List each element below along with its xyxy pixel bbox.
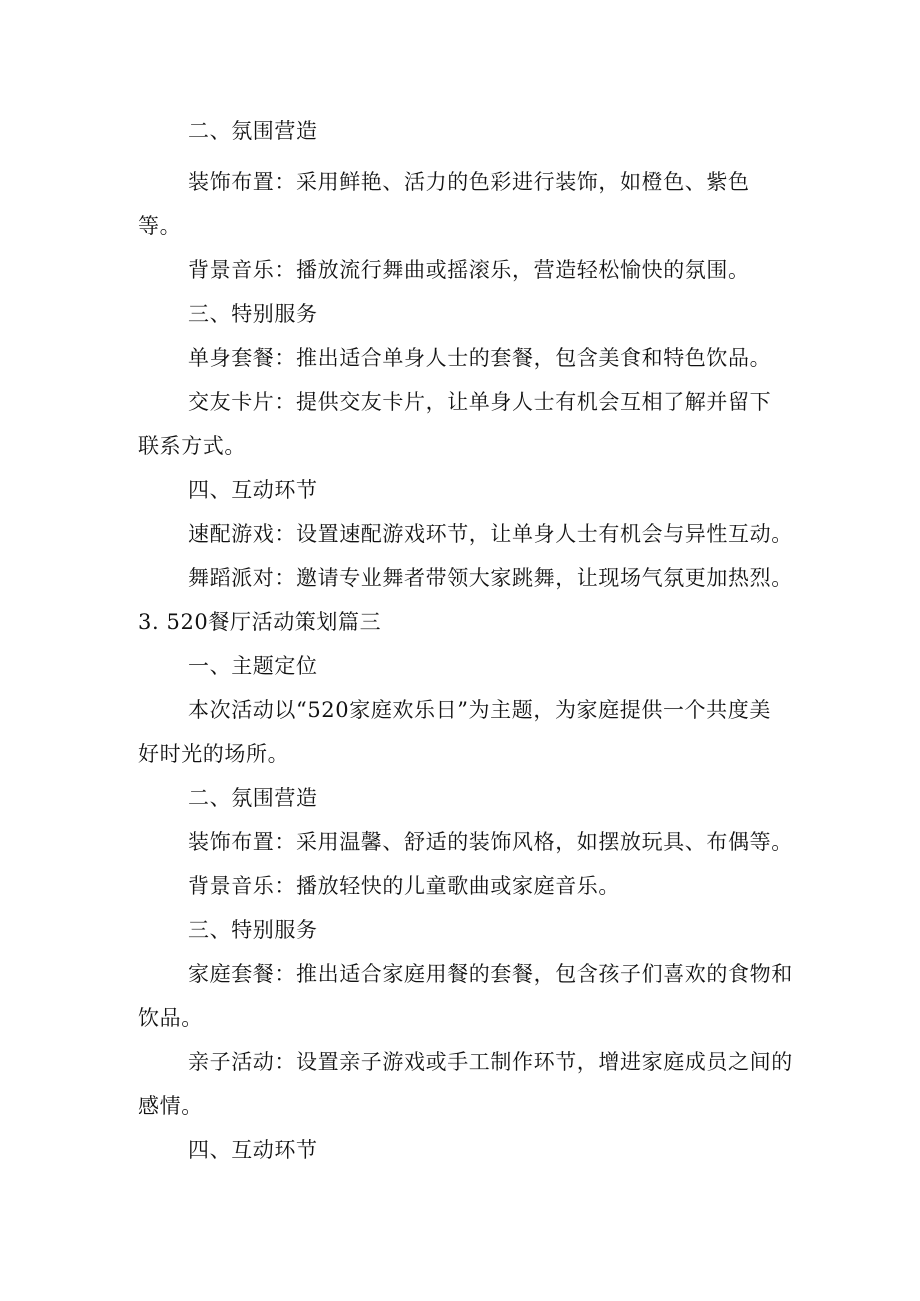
paragraph-line: 联系方式。 <box>138 434 246 458</box>
paragraph-line: 家庭套餐：推出适合家庭用餐的套餐，包含孩子们喜欢的食物和 <box>188 962 793 986</box>
paragraph-line: 感情。 <box>138 1094 203 1118</box>
paragraph-line: 装饰布置：采用温馨、舒适的装饰风格，如摆放玩具、布偶等。 <box>188 830 793 854</box>
section-heading: 四、互动环节 <box>188 478 318 502</box>
paragraph-line: 交友卡片：提供交友卡片，让单身人士有机会互相了解并留下 <box>188 390 772 414</box>
paragraph-line: 好时光的场所。 <box>138 742 290 766</box>
paragraph-line: 亲子活动：设置亲子游戏或手工制作环节，增进家庭成员之间的 <box>188 1050 793 1074</box>
section-heading: 一、主题定位 <box>188 654 318 678</box>
paragraph-line: 舞蹈派对：邀请专业舞者带领大家跳舞，让现场气氛更加热烈。 <box>188 566 793 590</box>
paragraph-line: 速配游戏：设置速配游戏环节，让单身人士有机会与异性互动。 <box>188 522 793 546</box>
section-heading: 四、互动环节 <box>188 1138 318 1162</box>
paragraph-line: 背景音乐：播放轻快的儿童歌曲或家庭音乐。 <box>188 874 620 898</box>
section-heading: 二、氛围营造 <box>188 786 318 810</box>
section-heading: 二、氛围营造 <box>188 119 318 143</box>
paragraph-line: 装饰布置：采用鲜艳、活力的色彩进行装饰，如橙色、紫色 <box>188 170 750 194</box>
paragraph-line: 本次活动以“520家庭欢乐日”为主题，为家庭提供一个共度美 <box>188 698 771 722</box>
paragraph-line: 等。 <box>138 214 182 238</box>
paragraph-line: 饮品。 <box>138 1006 203 1030</box>
section-heading: 三、特别服务 <box>188 302 318 326</box>
chapter-title: 3. 520餐厅活动策划篇三 <box>138 610 382 634</box>
section-heading: 三、特别服务 <box>188 918 318 942</box>
paragraph-line: 单身套餐：推出适合单身人士的套餐，包含美食和特色饮品。 <box>188 346 772 370</box>
paragraph-line: 背景音乐：播放流行舞曲或摇滚乐，营造轻松愉快的氛围。 <box>188 258 750 282</box>
